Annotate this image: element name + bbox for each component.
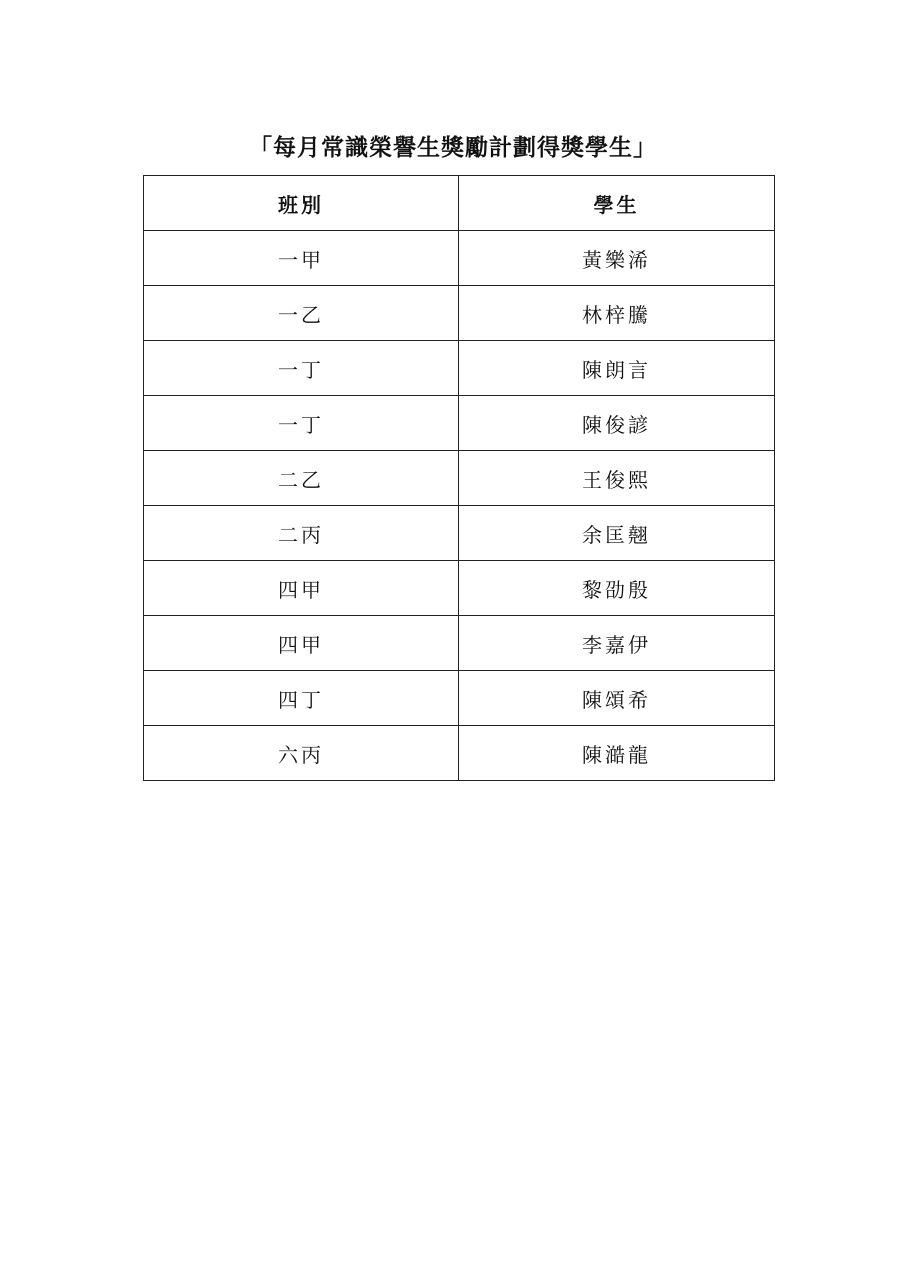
- class-cell: 四丁: [144, 671, 459, 726]
- table-row: [144, 726, 775, 781]
- student-cell: 黎劭殷: [459, 561, 775, 616]
- student-cell: 林梓騰: [459, 286, 775, 341]
- header-class: 班別: [144, 176, 459, 231]
- class-cell: 一甲: [144, 231, 459, 286]
- page-title: 「每月常識榮譽生獎勵計劃得獎學生」: [249, 134, 657, 161]
- table-row: [144, 341, 775, 396]
- table-row: [144, 286, 775, 341]
- table-row: [144, 616, 775, 671]
- class-cell: 二丙: [144, 506, 459, 561]
- class-cell: 一丁: [144, 341, 459, 396]
- award-table: [143, 175, 775, 781]
- header-student: 學生: [459, 176, 775, 231]
- table-row: [144, 451, 775, 506]
- student-cell: 李嘉伊: [459, 616, 775, 671]
- class-cell: 一丁: [144, 396, 459, 451]
- class-cell: 二乙: [144, 451, 459, 506]
- table-row: [144, 506, 775, 561]
- student-cell: 余匡翹: [459, 506, 775, 561]
- class-cell: 四甲: [144, 616, 459, 671]
- student-cell: 陳頌希: [459, 671, 775, 726]
- student-cell: 黃樂浠: [459, 231, 775, 286]
- class-cell: 一乙: [144, 286, 459, 341]
- student-cell: 陳俊諺: [459, 396, 775, 451]
- table-row: [144, 671, 775, 726]
- table-row: [144, 561, 775, 616]
- class-cell: 四甲: [144, 561, 459, 616]
- table-row: [144, 396, 775, 451]
- class-cell: 六丙: [144, 726, 459, 781]
- student-cell: 陳澔龍: [459, 726, 775, 781]
- student-cell: 陳朗言: [459, 341, 775, 396]
- table-header-row: [144, 176, 775, 231]
- student-cell: 王俊熙: [459, 451, 775, 506]
- table-row: [144, 231, 775, 286]
